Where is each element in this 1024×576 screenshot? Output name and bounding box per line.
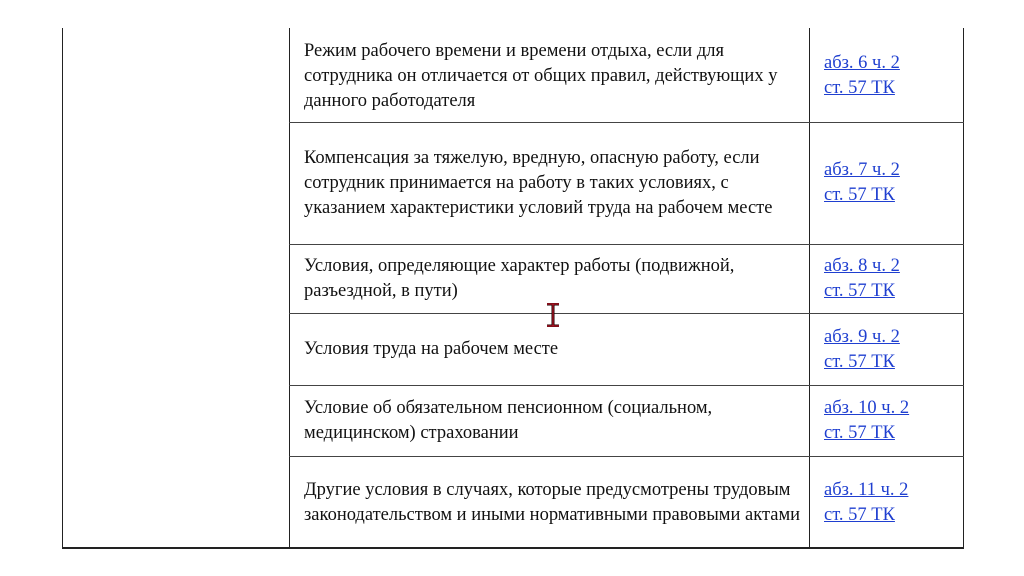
reference-cell [824,247,954,311]
reference-link[interactable] [824,325,900,375]
table-row [304,32,802,120]
row-separator [289,122,964,123]
reference-line2: ст. 57 ТК [824,78,895,98]
reference-line2: ст. 57 ТК [824,281,895,301]
text-cursor-icon [546,303,560,327]
table-row [304,125,802,241]
condition-text: Режим рабочего времени и времени отдыха, если для сотрудника он отличается от общих правил, действующих у данного работодателя [304,40,778,111]
reference-link[interactable] [824,396,909,446]
reference-link[interactable] [824,158,900,208]
reference-line1: абз. 10 ч. 2 [824,398,910,418]
reference-line2: ст. 57 ТК [824,185,895,205]
row-separator [289,313,964,314]
table-row [304,388,802,454]
table-border-col1 [289,28,290,548]
reference-line1: абз. 7 ч. 2 [824,160,900,180]
reference-line1: абз. 6 ч. 2 [824,53,900,73]
row-separator [289,244,964,245]
condition-text: Условия труда на рабочем месте [304,339,559,359]
reference-line1: абз. 8 ч. 2 [824,256,900,276]
row-separator [289,456,964,457]
table-border-left [62,28,63,548]
reference-cell [824,32,954,120]
reference-line1: абз. 9 ч. 2 [824,326,900,347]
reference-link[interactable] [824,51,900,101]
condition-text: Условия, определяющие характер работы (подвижной, разъездной, в пути) [304,256,735,301]
reference-cell [824,316,954,383]
reference-line2: ст. 57 ТК [824,504,895,525]
reference-link[interactable] [824,254,900,304]
reference-cell [824,459,954,546]
table-row [304,459,802,546]
table-border-right [963,28,964,548]
table-border-col2 [809,28,810,548]
condition-text: Условие об обязательном пенсионном (социальном, медицинском) страховании [304,398,713,443]
table-bottom-border [62,547,964,549]
row-separator [289,385,964,386]
reference-cell [824,388,954,454]
reference-link[interactable] [824,478,908,528]
reference-line1: абз. 11 ч. 2 [824,479,909,500]
table-row [304,247,802,311]
reference-cell [824,125,954,241]
reference-line2: ст. 57 ТК [824,351,895,372]
condition-text: Другие условия в случаях, которые предусмотрены трудовым законодательством и иными нормативными правовыми актами [304,479,801,525]
reference-line2: ст. 57 ТК [824,423,895,443]
condition-text: Компенсация за тяжелую, вредную, опасную работу, если сотрудник принимается на работу в таких условиях, с указанием характеристики условий труда на рабочем месте [304,147,773,218]
